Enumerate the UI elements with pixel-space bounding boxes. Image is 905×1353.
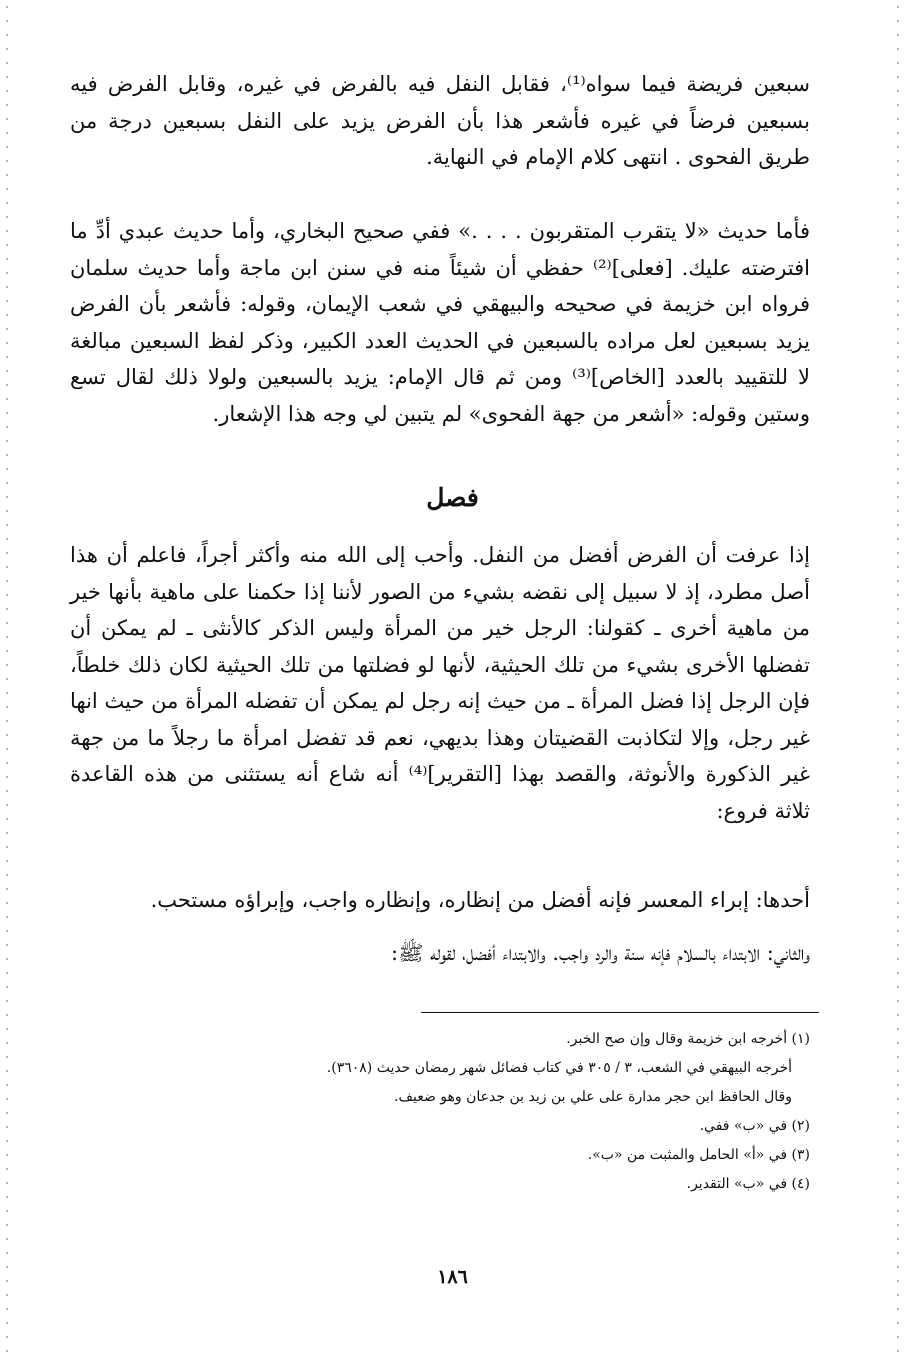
paragraph-5: والثاني: الابتداء بالسلام فإنه سنة والرد واجب. والابتداء أفضل، لقوله ﷺ: — [391, 941, 810, 965]
footnote-separator — [421, 1012, 819, 1013]
paragraph-4: أحدها: إبراء المعسر فإنه أفضل من إنظاره، وإنظاره واجب، وإبراؤه مستحب. — [150, 888, 810, 912]
paragraph-1-block — [70, 66, 810, 176]
footnote-4: (٤) في «ب» التقدير. — [686, 1176, 810, 1192]
footnote-3: (٣) في «أ» الحامل والمثبت من «ب». — [587, 1147, 810, 1163]
paragraph-4-block — [70, 882, 810, 919]
footnote-1: (١) أخرجه ابن خزيمة وقال وإن صح الخبر. — [566, 1031, 810, 1047]
footnote-1-continuation: وقال الحافظ ابن حجر مدارة على علي بن زيد بن جدعان وهو ضعيف. — [394, 1089, 792, 1105]
scan-edge-dots-right — [897, 0, 899, 1353]
footnote-2: (٢) في «ب» ففي. — [699, 1118, 810, 1134]
page-number: ١٨٦ — [437, 1266, 468, 1288]
scan-edge-dots-left — [6, 0, 8, 1353]
section-heading: فصل — [426, 483, 479, 512]
footnotes — [100, 1028, 810, 1202]
paragraph-3: إذا عرفت أن الفرض أفضل من النفل. وأحب إلى الله منه وأكثر أجراً، فاعلم أن هذا أصل مطرد، إذ لا سبيل إلى نقضه بشيء من الصور لأننا إذا حكمنا على ماهية بأنها خير من ماهية أخرى ـ كقولنا: الرجل خير من المرأة وليس الذكر كالأنثى ـ لم يمكن أن تفضلها الأخرى بشيء من تلك الحيثية، لأنها لو فضلتها من تلك الحيثية لكان ذلك خلطاً، فإن الرجل إذا فضل المرأة ـ من حيث إنه رجل لم يمكن أن تفضله المرأة من حيث انها غير رجل، وإلا لتكاذبت القضيتان وهذا بديهي، نعم قد تفضل امرأة ما رجلاً ما من جهة غير الذكورة والأنوثة، والقصد بهذا [التقرير]⁽⁴⁾ أنه شاع أنه يستثنى من هذه القاعدة ثلاثة فروع: — [70, 543, 810, 823]
paragraph-2: فأما حديث «لا يتقرب المتقربون . . . .» ففي صحيح البخاري، وأما حديث عبدي أدِّ ما افترضته عليك. [فعلى]⁽²⁾ حفظي أن شيئاً منه في سنن ابن ماجة وأما حديث سلمان فرواه ابن خزيمة في صحيحه والبيهقي في شعب الإيمان، وقوله: فأشعر بأن الفرض يزيد بسبعين لعل مراده بالسبعين في الحديث العدد الكبير، وذكر لفظ السبعين مبالغة لا للتقييد بالعدد [الخاص]⁽³⁾ ومن ثم قال الإمام: يزيد بالسبعين ولولا ذلك لقال تسع وستين وقوله: «أشعر من جهة الفحوى» لم يتبين لي وجه هذا الإشعار. — [70, 219, 810, 426]
paragraph-3-block — [70, 537, 810, 829]
paragraph-2-block — [70, 213, 810, 432]
paragraph-1: سبعين فريضة فيما سواه⁽¹⁾، فقابل النفل فيه بالفرض في غيره، وقابل الفرض فيه بسبعين فرضاً في غيره فأشعر هذا بأن الفرض يزيد على النفل بسبعين درجة من طريق الفحوى . انتهى كلام الإمام في النهاية. — [70, 72, 810, 169]
footnote-1-continuation: أخرجه البيهقي في الشعب، ٣ / ٣٠٥ في كتاب فضائل شهر رمضان حديث (٣٦٠٨). — [326, 1060, 792, 1076]
paragraph-5-block — [70, 935, 810, 972]
